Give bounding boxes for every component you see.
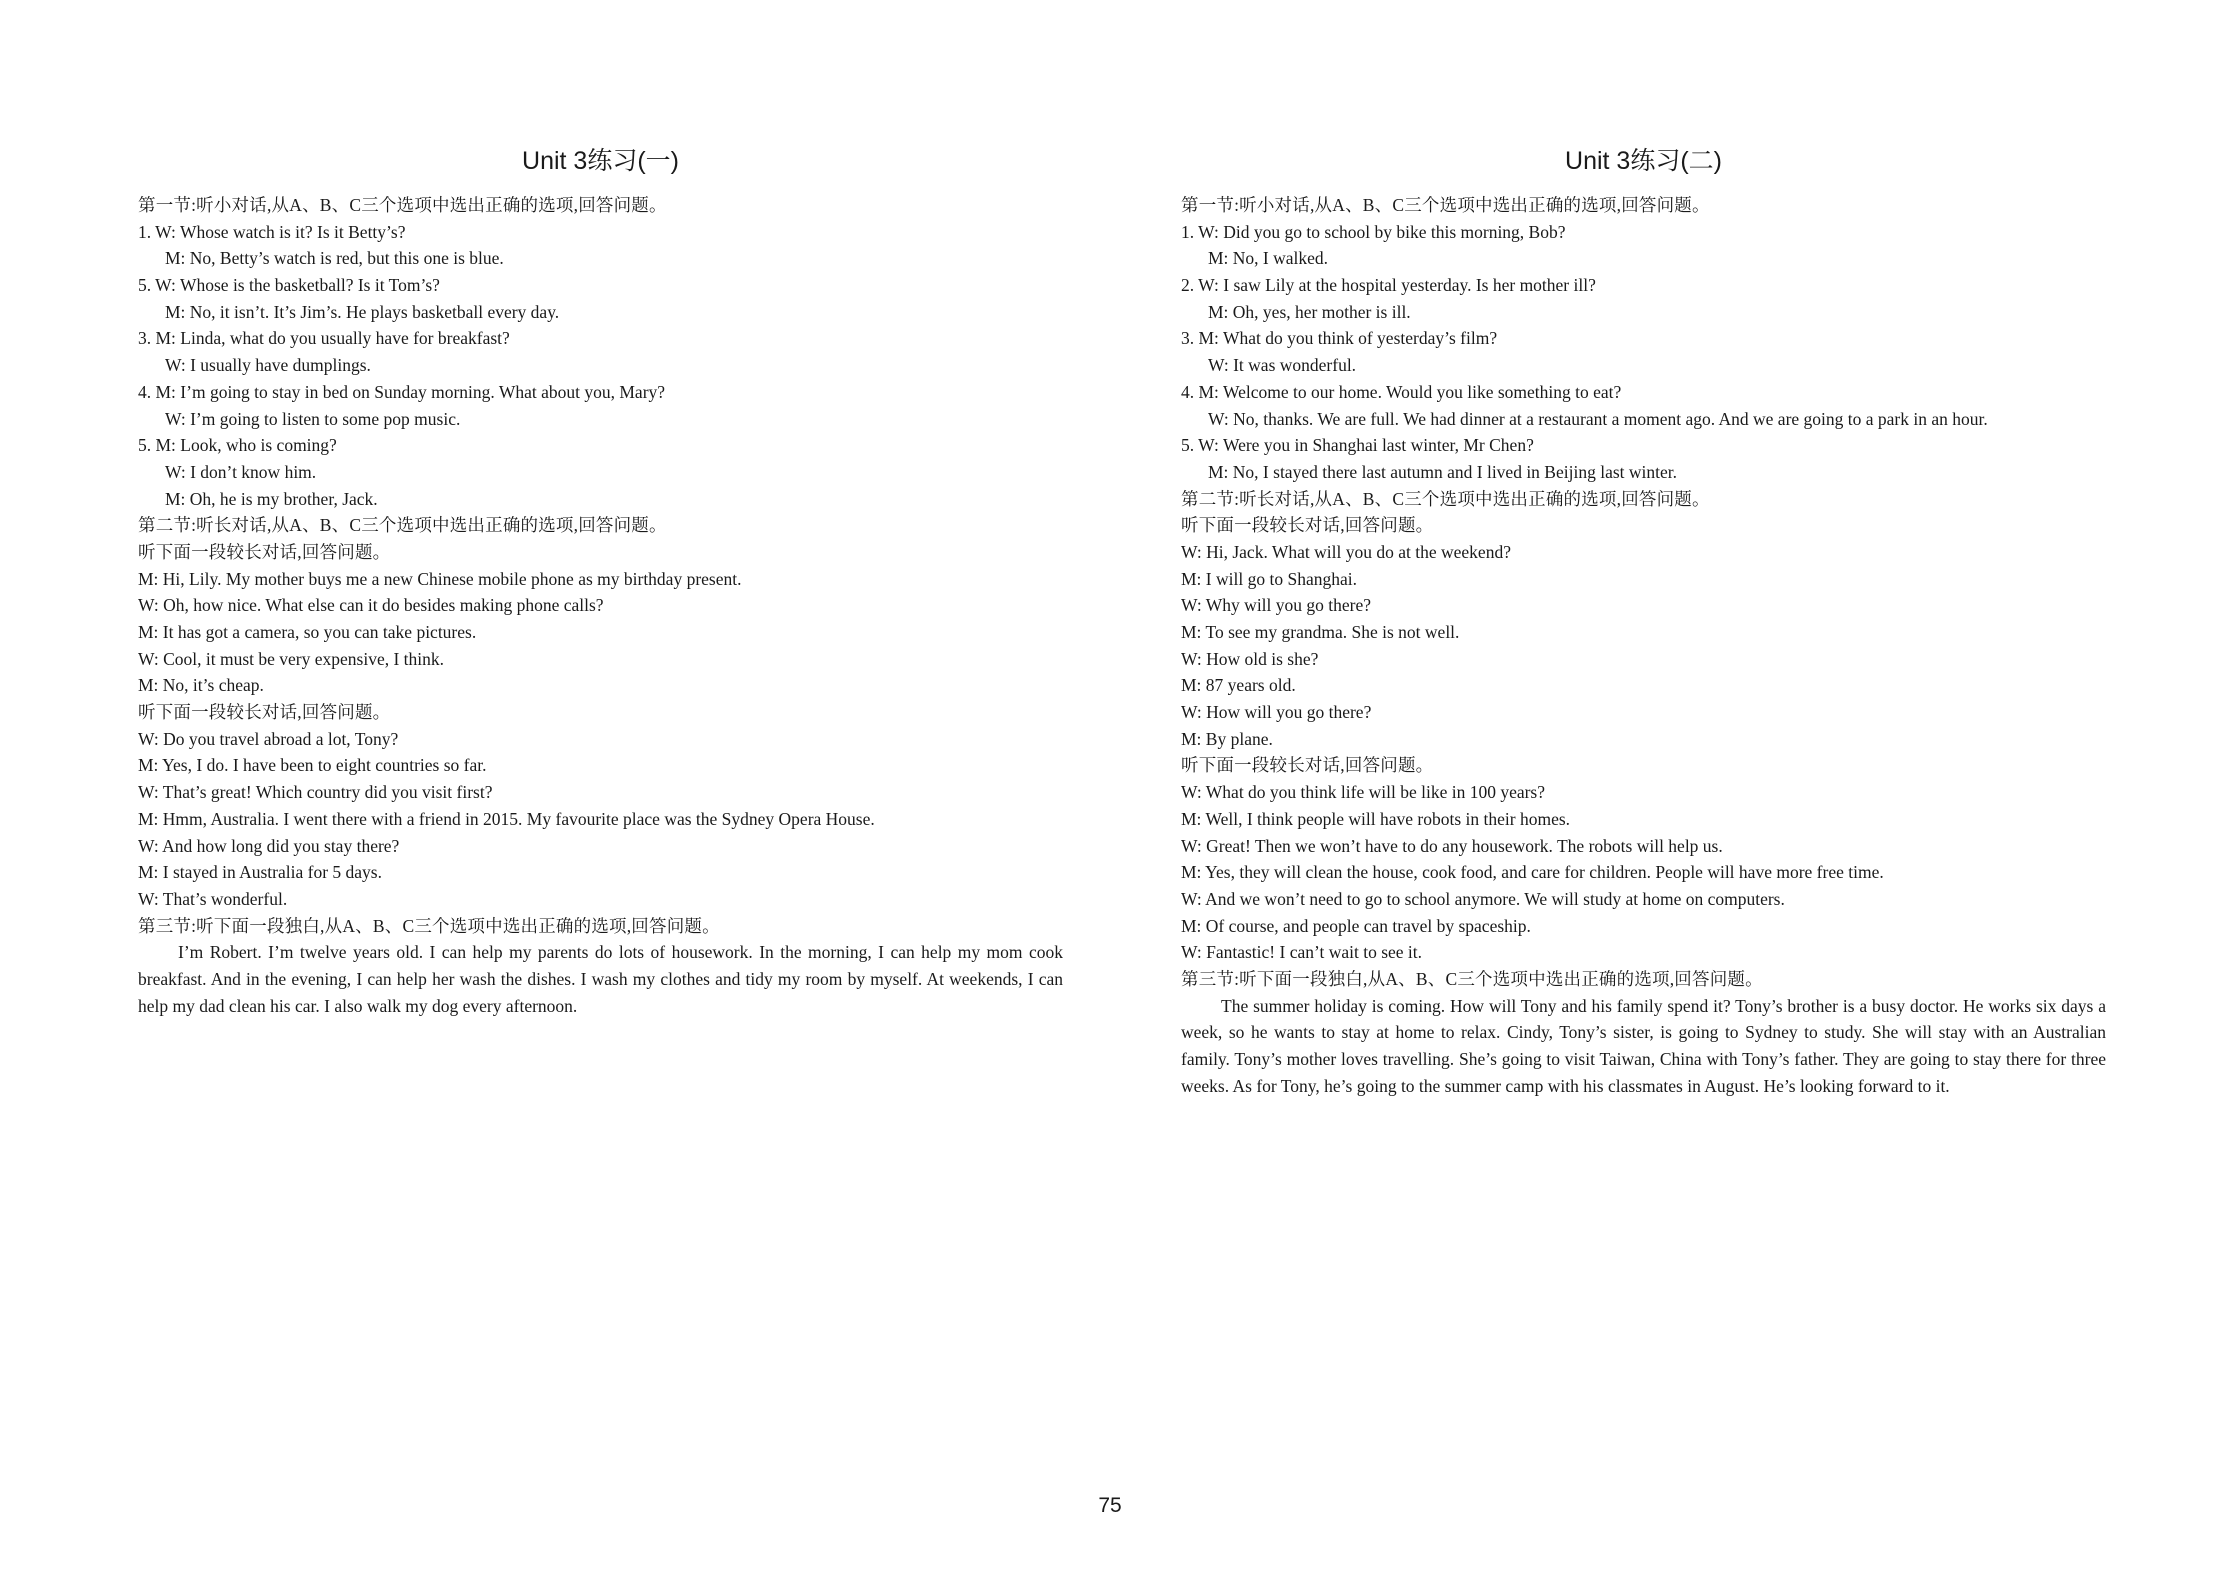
- transcript-line: M: I stayed in Australia for 5 days.: [138, 862, 382, 883]
- transcript-line: W: It was wonderful.: [1208, 355, 1357, 376]
- right-column: [1181, 140, 2106, 1099]
- transcript-line: M: Oh, yes, her mother is ill.: [1208, 301, 1411, 322]
- transcript-line: M: Oh, he is my brother, Jack.: [165, 488, 378, 509]
- transcript-line: M: By plane.: [1181, 728, 1273, 749]
- transcript-line: M: It has got a camera, so you can take pictures.: [138, 622, 477, 642]
- transcript-line: 5. W: Were you in Shanghai last winter, Mr Chen?: [1181, 435, 1534, 456]
- transcript-line: 3. M: What do you think of yesterday’s film?: [1181, 328, 1498, 349]
- transcript-line: 1. W: Did you go to school by bike this morning, Bob?: [1181, 221, 1566, 242]
- transcript-line: W: Oh, how nice. What else can it do besides making phone calls?: [138, 595, 604, 616]
- transcript-line: W: Why will you go there?: [1181, 595, 1372, 616]
- transcript-line: W: I usually have dumplings.: [165, 355, 371, 376]
- transcript-line: M: 87 years old.: [1181, 675, 1296, 696]
- section-heading: 第三节:听下面一段独白,从A、B、C三个选项中选出正确的选项,回答问题。: [138, 915, 720, 936]
- page-number: 75: [1098, 1494, 1122, 1517]
- transcript-line: M: To see my grandma. She is not well.: [1181, 622, 1460, 642]
- transcript-line: W: I’m going to listen to some pop music.: [165, 408, 461, 429]
- transcript-line: 3. M: Linda, what do you usually have for breakfast?: [138, 328, 510, 349]
- monologue-paragraph: I’m Robert. I’m twelve years old. I can help my parents do lots of housework. In the morning, I can help my mom cook breakfast. And in the evening, I can help her wash the dishes. I wash my clothes and tidy my room by myself. At weekends, I can help my dad clean his car. I also walk my dog every afternoon.: [138, 942, 1063, 1016]
- transcript-line: M: No, I stayed there last autumn and I lived in Beijing last winter.: [1208, 461, 1678, 482]
- transcript-line: M: No, it isn’t. It’s Jim’s. He plays basketball every day.: [165, 301, 560, 322]
- transcript-line: M: Hmm, Australia. I went there with a friend in 2015. My favourite place was the Sydney Opera House.: [138, 808, 875, 829]
- transcript-lines: [1181, 192, 2106, 993]
- page-title: Unit 3练习(二): [1565, 147, 1722, 175]
- transcript-line: M: Yes, I do. I have been to eight countries so far.: [138, 755, 487, 776]
- section-heading: 听下面一段较长对话,回答问题。: [1181, 755, 1434, 776]
- transcript-line: W: How will you go there?: [1181, 702, 1372, 723]
- transcript-line: 5. M: Look, who is coming?: [138, 435, 337, 456]
- transcript-line: 2. W: I saw Lily at the hospital yesterday. Is her mother ill?: [1181, 275, 1596, 296]
- transcript-line: M: No, Betty’s watch is red, but this one is blue.: [165, 248, 504, 269]
- transcript-line: 5. W: Whose is the basketball? Is it Tom’s?: [138, 275, 440, 296]
- transcript-line: W: What do you think life will be like in 100 years?: [1181, 782, 1546, 803]
- transcript-line: W: I don’t know him.: [165, 461, 317, 482]
- transcript-line: 1. W: Whose watch is it? Is it Betty’s?: [138, 221, 406, 242]
- transcript-line: W: And how long did you stay there?: [138, 835, 400, 856]
- transcript-line: W: No, thanks. We are full. We had dinner at a restaurant a moment ago. And we are going to a park in an hour.: [1208, 408, 1988, 429]
- transcript-line: M: Well, I think people will have robots in their homes.: [1181, 808, 1571, 829]
- transcript-line: W: That’s great! Which country did you visit first?: [138, 782, 493, 803]
- transcript-line: M: Of course, and people can travel by spaceship.: [1181, 915, 1531, 936]
- transcript-line: 4. M: I’m going to stay in bed on Sunday morning. What about you, Mary?: [138, 381, 666, 402]
- section-heading: 听下面一段较长对话,回答问题。: [1181, 515, 1434, 536]
- transcript-line: W: Fantastic! I can’t wait to see it.: [1181, 942, 1423, 963]
- transcript-lines: [138, 192, 1063, 939]
- section-heading: 听下面一段较长对话,回答问题。: [138, 702, 391, 723]
- transcript-line: W: Do you travel abroad a lot, Tony?: [138, 728, 399, 749]
- transcript-line: M: No, I walked.: [1208, 248, 1329, 269]
- transcript-line: W: Hi, Jack. What will you do at the weekend?: [1181, 541, 1511, 562]
- transcript-line: W: Cool, it must be very expensive, I think.: [138, 648, 445, 669]
- transcript-line: W: Great! Then we won’t have to do any housework. The robots will help us.: [1181, 835, 1723, 856]
- transcript-line: 4. M: Welcome to our home. Would you like something to eat?: [1181, 381, 1622, 402]
- section-heading: 第二节:听长对话,从A、B、C三个选项中选出正确的选项,回答问题。: [1181, 488, 1710, 509]
- section-heading: 第一节:听小对话,从A、B、C三个选项中选出正确的选项,回答问题。: [1181, 195, 1710, 215]
- section-heading: 听下面一段较长对话,回答问题。: [138, 541, 391, 562]
- transcript-line: W: That’s wonderful.: [138, 888, 288, 909]
- section-heading: 第三节:听下面一段独白,从A、B、C三个选项中选出正确的选项,回答问题。: [1181, 968, 1763, 989]
- transcript-line: W: And we won’t need to go to school anymore. We will study at home on computers.: [1181, 888, 1785, 909]
- transcript-line: M: Yes, they will clean the house, cook food, and care for children. People will have more free time.: [1181, 862, 1884, 883]
- section-heading: 第一节:听小对话,从A、B、C三个选项中选出正确的选项,回答问题。: [138, 195, 667, 215]
- page-title: Unit 3练习(一): [522, 147, 679, 175]
- transcript-line: M: I will go to Shanghai.: [1181, 568, 1357, 589]
- transcript-line: M: No, it’s cheap.: [138, 675, 264, 696]
- transcript-line: W: How old is she?: [1181, 648, 1319, 669]
- left-column: [138, 140, 1063, 1019]
- transcript-line: M: Hi, Lily. My mother buys me a new Chinese mobile phone as my birthday present.: [138, 568, 742, 589]
- section-heading: 第二节:听长对话,从A、B、C三个选项中选出正确的选项,回答问题。: [138, 515, 667, 536]
- monologue-paragraph: The summer holiday is coming. How will Tony and his family spend it? Tony’s brother is a busy doctor. He works six days a week, so he wants to stay at home to relax. Cindy, Tony’s sister, is going to Sydney to study. She will stay with an Australian family. Tony’s mother loves travelling. She’s going to visit Taiwan, China with Tony’s father. They are going to stay there for three weeks. As for Tony, he’s going to the summer camp with his classmates in August. He’s looking forward to it.: [1181, 995, 2106, 1096]
